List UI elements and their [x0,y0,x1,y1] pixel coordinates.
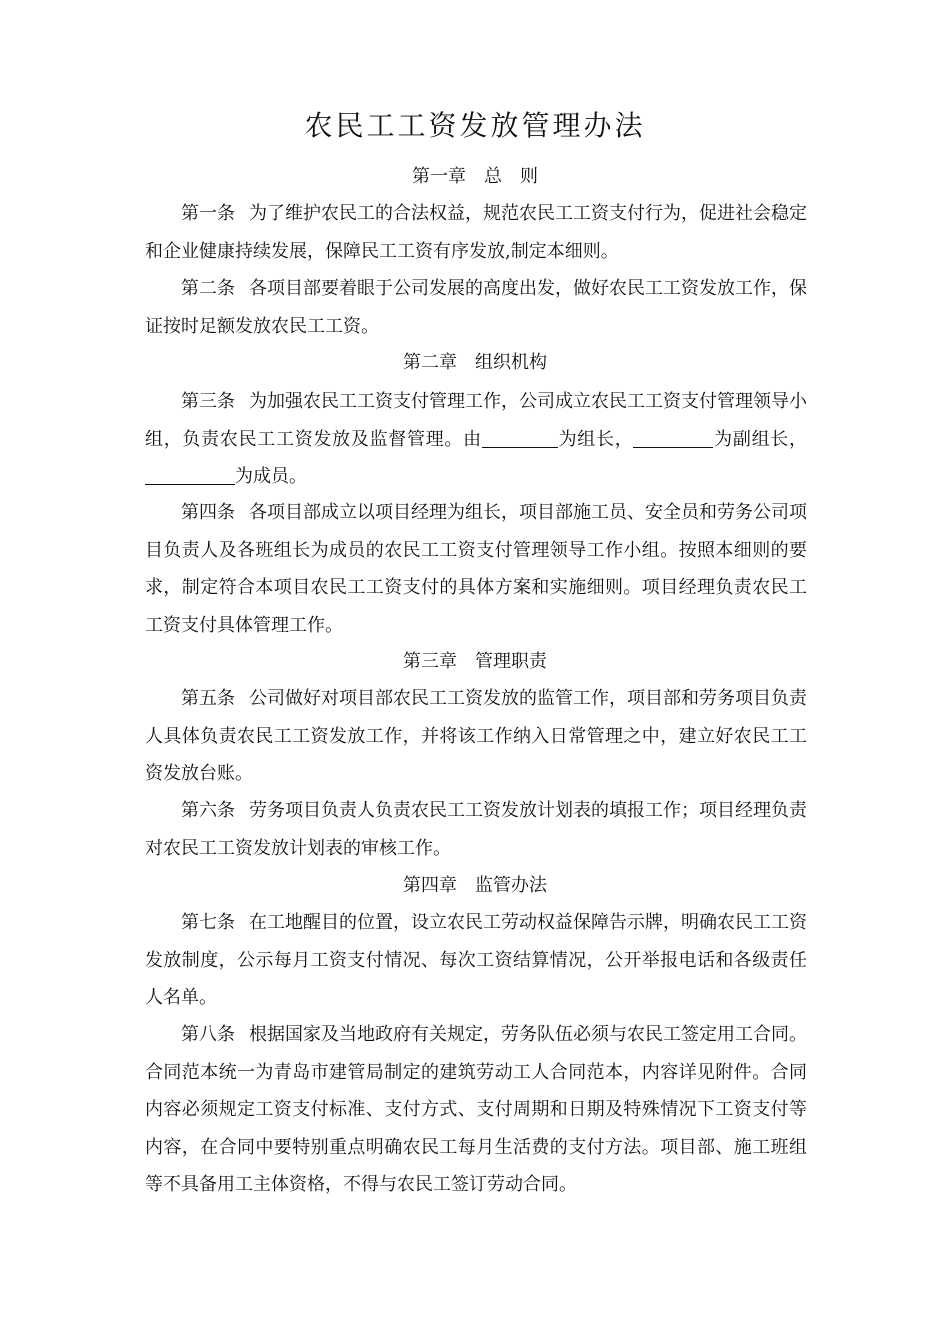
chapter-heading-1: 第一章 总 则 [412,166,538,187]
chapter-heading-2: 第二章 组织机构 [403,352,547,373]
article-text: 为成员。 [235,466,307,487]
article-4 [145,494,807,644]
article-number: 第三条 [181,391,235,412]
article-text: 为了维护农民工的合法权益，规范农民工工资支付行为，促进社会稳定和企业健康持续发展，保障民工工资有序发放,制定本细则。 [145,203,807,262]
article-number: 第七条 [181,912,235,933]
article-number: 第一条 [181,203,235,224]
article-number: 第六条 [181,800,235,821]
blank-line [633,427,713,448]
article-text: 在工地醒目的位置，设立农民工劳动权益保障告示牌，明确农民工工资发放制度，公示每月工资支付情况、每次工资结算情况，公开举报电话和各级责任人名单。 [145,912,807,1008]
article-number: 第五条 [181,688,235,709]
document-title: 农民工工资发放管理办法 [304,109,646,142]
chapter-heading-3: 第三章 管理职责 [403,651,547,672]
article-1 [145,195,807,270]
article-text: 为加强农民工工资支付管理工作，公司成立农民工工资支付管理领导小组，负责农民工工资发放及监督管理。由 [145,391,807,450]
blank-line [482,427,558,448]
article-number: 第四条 [181,502,235,523]
blank-line [145,464,235,485]
article-text: 根据国家及当地政府有关规定，劳务队伍必须与农民工签定用工合同。合同范本统一为青岛市建管局制定的建筑劳动工人合同范本，内容详见附件。合同内容必须规定工资支付标准、支付方式、支付周期和日期及特殊情况下工资支付等内容，在合同中要特别重点明确农民工每月生活费的支付方法。项目部、施工班组等不具备用工主体资格，不得与农民工签订劳动合同。 [145,1024,807,1195]
article-5 [145,680,807,793]
article-number: 第二条 [181,278,235,299]
chapter-heading-4: 第四章 监管办法 [403,875,547,896]
article-text: 劳务项目负责人负责农民工工资发放计划表的填报工作；项目经理负责对农民工工资发放计划表的审核工作。 [145,800,807,859]
article-8 [145,1016,807,1204]
article-text: 为组长， [557,428,634,450]
article-text: 各项目部要着眼于公司发展的高度出发，做好农民工工资发放工作，保证按时足额发放农民工工资。 [145,278,807,337]
article-3 [145,383,807,496]
article-text: 为副组长， [713,428,808,450]
article-text: 公司做好对项目部农民工工资发放的监管工作，项目部和劳务项目负责人具体负责农民工工资发放工作，并将该工作纳入日常管理之中，建立好农民工工资发放台账。 [145,688,807,784]
article-2 [145,270,807,345]
article-text: 各项目部成立以项目经理为组长，项目部施工员、安全员和劳务公司项目负责人及各班组长为成员的农民工工资支付管理领导工作小组。按照本细则的要求，制定符合本项目农民工工资支付的具体方案和实施细则。项目经理负责农民工工资支付具体管理工作。 [145,502,807,636]
article-7 [145,904,807,1017]
article-number: 第八条 [181,1024,235,1045]
article-6 [145,792,807,867]
